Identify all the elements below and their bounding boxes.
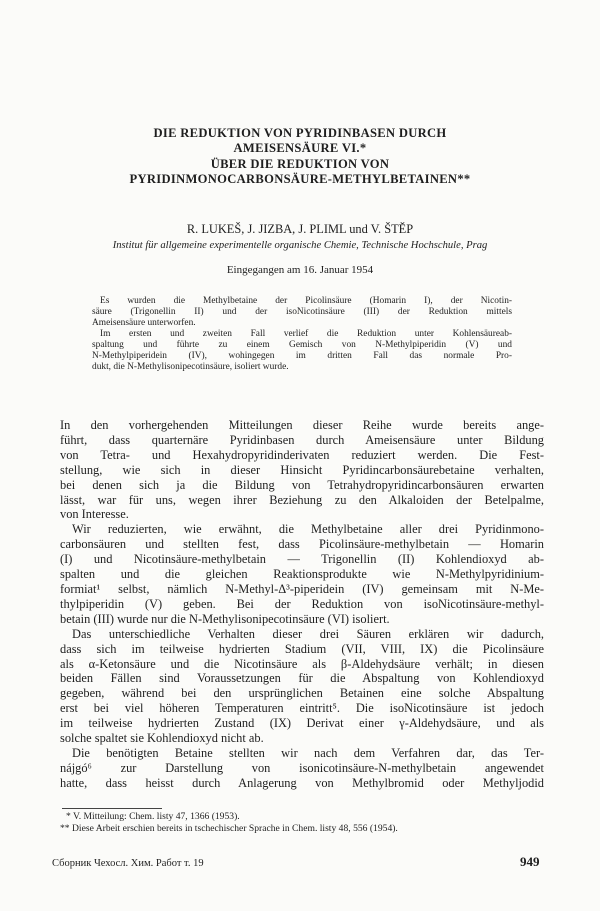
body-line: im teilweise hydrierten Zustand (IX) Derivat einer γ-Aldehydsäure, und als	[60, 716, 544, 731]
article-title	[60, 126, 540, 188]
body-line: Die benötigten Betaine stellten wir nach dem Verfahren dar, das Ter-	[72, 745, 544, 760]
title-line: DIE REDUKTION VON PYRIDINBASEN DURCH	[153, 126, 447, 140]
institute: Institut für allgemeine experimentelle organische Chemie, Technische Hochschule, Prag	[112, 240, 488, 251]
body-line: dass sich im teilweise hydrierten Stadium (VII, VIII, IX) die Picolinsäure	[60, 641, 544, 656]
body-line: von Tetra- und Hexahydropyridinderivaten reduziert werden. Die Fest-	[60, 447, 544, 462]
journal-footer: Сборник Чехосл. Хим. Работ т. 19	[52, 858, 204, 869]
body-line: beiden Fällen sind Voraussetzungen für die Abspaltung von Kohlendioxyd	[60, 671, 544, 686]
body-line: bei denen sich ja die Bildung von Tetrahydropyridincarbonsäuren erwarten	[60, 477, 544, 492]
body-line: betain (III) wurde nur die N-Methylisonipecotinsäure (VI) isoliert.	[60, 611, 390, 626]
title-line: AMEISENSÄURE VI.*	[233, 141, 367, 156]
body-line: spalten und die gleichen Reaktionsprodukte wie N-Methylpyridinium-	[60, 567, 544, 582]
body-line: von Interesse.	[60, 507, 129, 522]
footnote: ** Diese Arbeit erschien bereits in tschechischer Sprache in Chem. listy 48, 556 (1954).	[60, 823, 398, 835]
abstract-line: Es wurden die Methylbetaine der Picolinsäure (Homarin I), der Nicotin-	[100, 296, 512, 306]
body-line: formiat¹ selbst, nämlich N-Methyl-Δ³-piperidein (IV) gemeinsam mit N-Me-	[60, 581, 544, 596]
body-line: lässt, war für uns, wegen ihrer Beziehung zu den Alkaloiden der Betelpalme,	[60, 492, 544, 507]
received-date: Eingegangen am 16. Januar 1954	[226, 264, 374, 276]
body-line: solche spaltet sie Kohlendioxyd nicht ab.	[60, 731, 264, 746]
body-text	[60, 418, 544, 791]
abstract-line: dukt, die N-Methylisonipecotinsäure, isoliert wurde.	[92, 362, 289, 372]
abstract-line: säure (Trigonellin II) und der isoNicotinsäure (III) der Reduktion mittels	[92, 307, 512, 317]
body-line: (I) und Nicotinsäure-methylbetain — Trigonellin (II) Kohlendioxyd ab-	[60, 552, 544, 567]
body-line: thylpiperidin (V) geben. Bei der Reduktion von isoNicotinsäure-methyl-	[60, 596, 544, 611]
body-line: gegeben, während bei den ursprünglichen Betainen eine solche Abspaltung	[60, 686, 544, 701]
body-line: carbonsäuren und stellten fest, dass Picolinsäure-methylbetain — Homarin	[60, 537, 544, 552]
title-line: PYRIDINMONOCARBONSÄURE-METHYLBETAINEN**	[129, 172, 471, 187]
title-line: ÜBER DIE REDUKTION VON	[210, 156, 390, 171]
body-line: nájgó⁶ zur Darstellung von isonicotinsäure-N-methylbetain angewendet	[60, 760, 544, 775]
abstract-line: Im ersten und zweiten Fall verlief die Reduktion unter Kohlensäureab-	[100, 329, 512, 339]
body-line: hatte, dass heisst durch Anlagerung von Methylbromid oder Methyljodid	[60, 775, 544, 790]
body-line: als α-Ketonsäure und die Nicotinsäure als β-Aldehydsäure verhält; in diesen	[60, 656, 544, 671]
body-line: Das unterschiedliche Verhalten dieser drei Säuren erklären wir dadurch,	[72, 626, 544, 641]
body-line: In den vorhergehenden Mitteilungen dieser Reihe wurde bereits ange-	[60, 418, 544, 432]
footnote: * V. Mitteilung: Chem. listy 47, 1366 (1953).	[66, 811, 240, 822]
authors: R. LUKEŠ, J. JIZBA, J. PLIML und V. ŠTĚP	[186, 222, 414, 236]
abstract-line: N-Methylpiperidein (IV), wohingegen im dritten Fall das normale Pro-	[92, 351, 512, 361]
body-line: Wir reduzierten, wie erwähnt, die Methylbetaine aller drei Pyridinmono-	[72, 522, 544, 537]
body-line: erst bei viel höheren Temperaturen eintritt⁵. Die isoNicotinsäure ist jedoch	[60, 701, 544, 716]
abstract-line: spaltung und führte zu einem Gemisch von N-Methylpiperidin (V) und	[92, 340, 512, 350]
abstract	[92, 296, 512, 373]
body-line: stellung, wie sich in dieser Hinsicht Pyridincarbonsäurebetaine verhalten,	[60, 462, 544, 477]
abstract-line: Ameisensäure unterworfen.	[92, 318, 196, 328]
footnotes	[60, 811, 398, 836]
footnote-rule	[62, 808, 162, 809]
body-line: führt, dass quarternäre Pyridinbasen durch Ameisensäure unter Bildung	[60, 432, 544, 447]
page-number: 949	[520, 854, 540, 869]
